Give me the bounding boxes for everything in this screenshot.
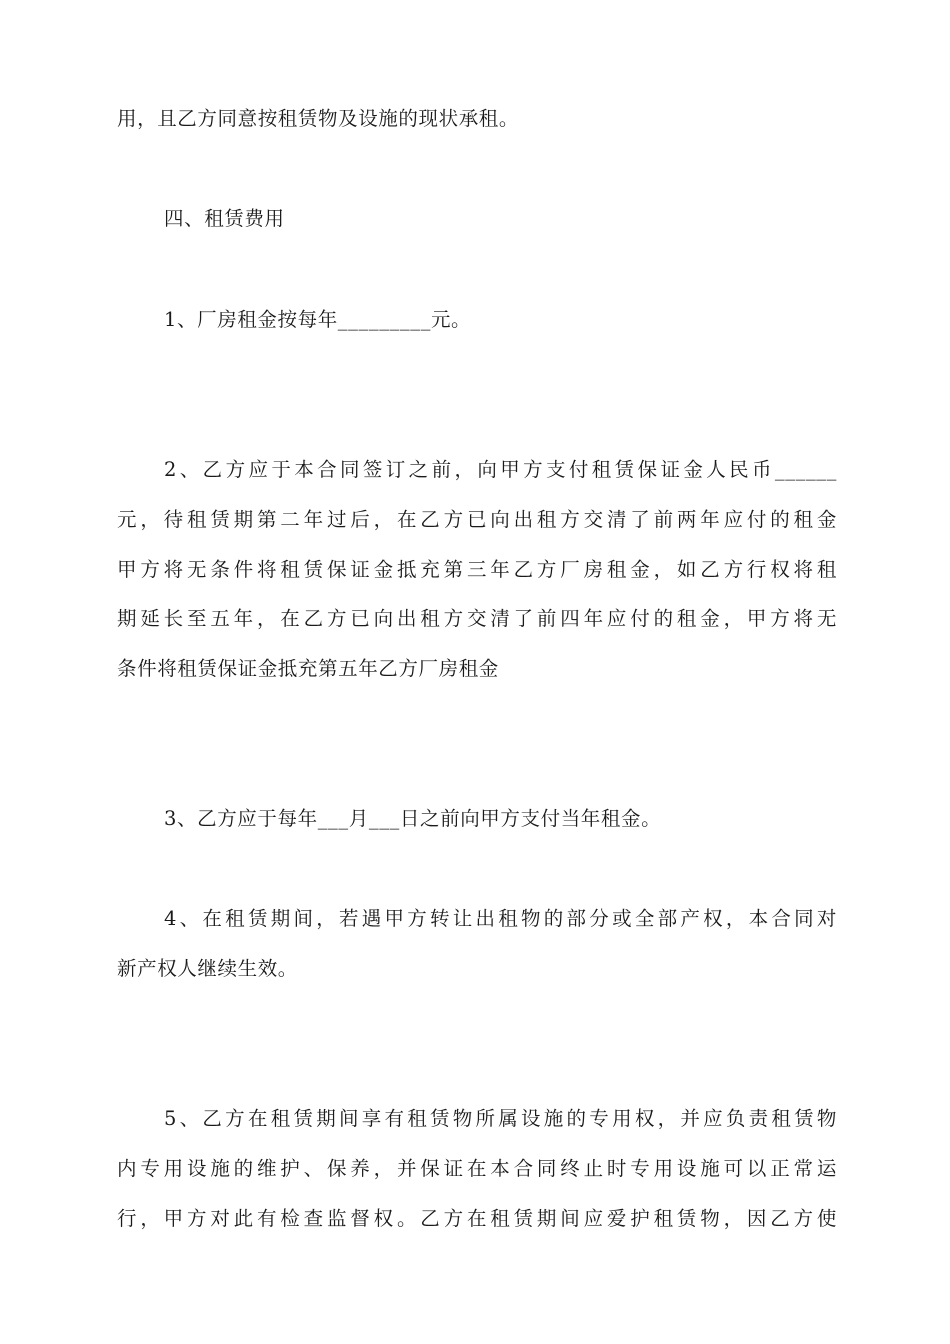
clause-2-line-3: 甲方将无条件将租赁保证金抵充第三年乙方厂房租金，如乙方行权将租: [117, 558, 837, 581]
section-heading: 四、租赁费用: [164, 207, 285, 230]
clause-2-line-1: 2、乙方应于本合同签订之前，向甲方支付租赁保证金人民币______: [164, 458, 837, 481]
clause-5-line-2: 内专用设施的维护、保养，并保证在本合同终止时专用设施可以正常运: [117, 1157, 837, 1180]
clause-4-line-2: 新产权人继续生效。: [117, 957, 298, 980]
clause-2-line-5: 条件将租赁保证金抵充第五年乙方厂房租金: [117, 657, 499, 680]
clause-1: 1、厂房租金按每年_________元。: [164, 308, 472, 331]
clause-5-line-1: 5、乙方在租赁期间享有租赁物所属设施的专用权，并应负责租赁物: [164, 1107, 837, 1130]
clause-4-line-1: 4、在租赁期间，若遇甲方转让出租物的部分或全部产权，本合同对: [164, 907, 837, 930]
clause-5-line-3: 行，甲方对此有检查监督权。乙方在租赁期间应爱护租赁物，因乙方使: [117, 1207, 837, 1230]
paragraph-line: 用，且乙方同意按租赁物及设施的现状承租。: [117, 107, 520, 130]
clause-2-line-4: 期延长至五年，在乙方已向出租方交清了前四年应付的租金，甲方将无: [117, 607, 837, 630]
clause-3: 3、乙方应于每年___月___日之前向甲方支付当年租金。: [164, 807, 662, 830]
clause-2-line-2: 元，待租赁期第二年过后，在乙方已向出租方交清了前两年应付的租金: [117, 508, 837, 531]
